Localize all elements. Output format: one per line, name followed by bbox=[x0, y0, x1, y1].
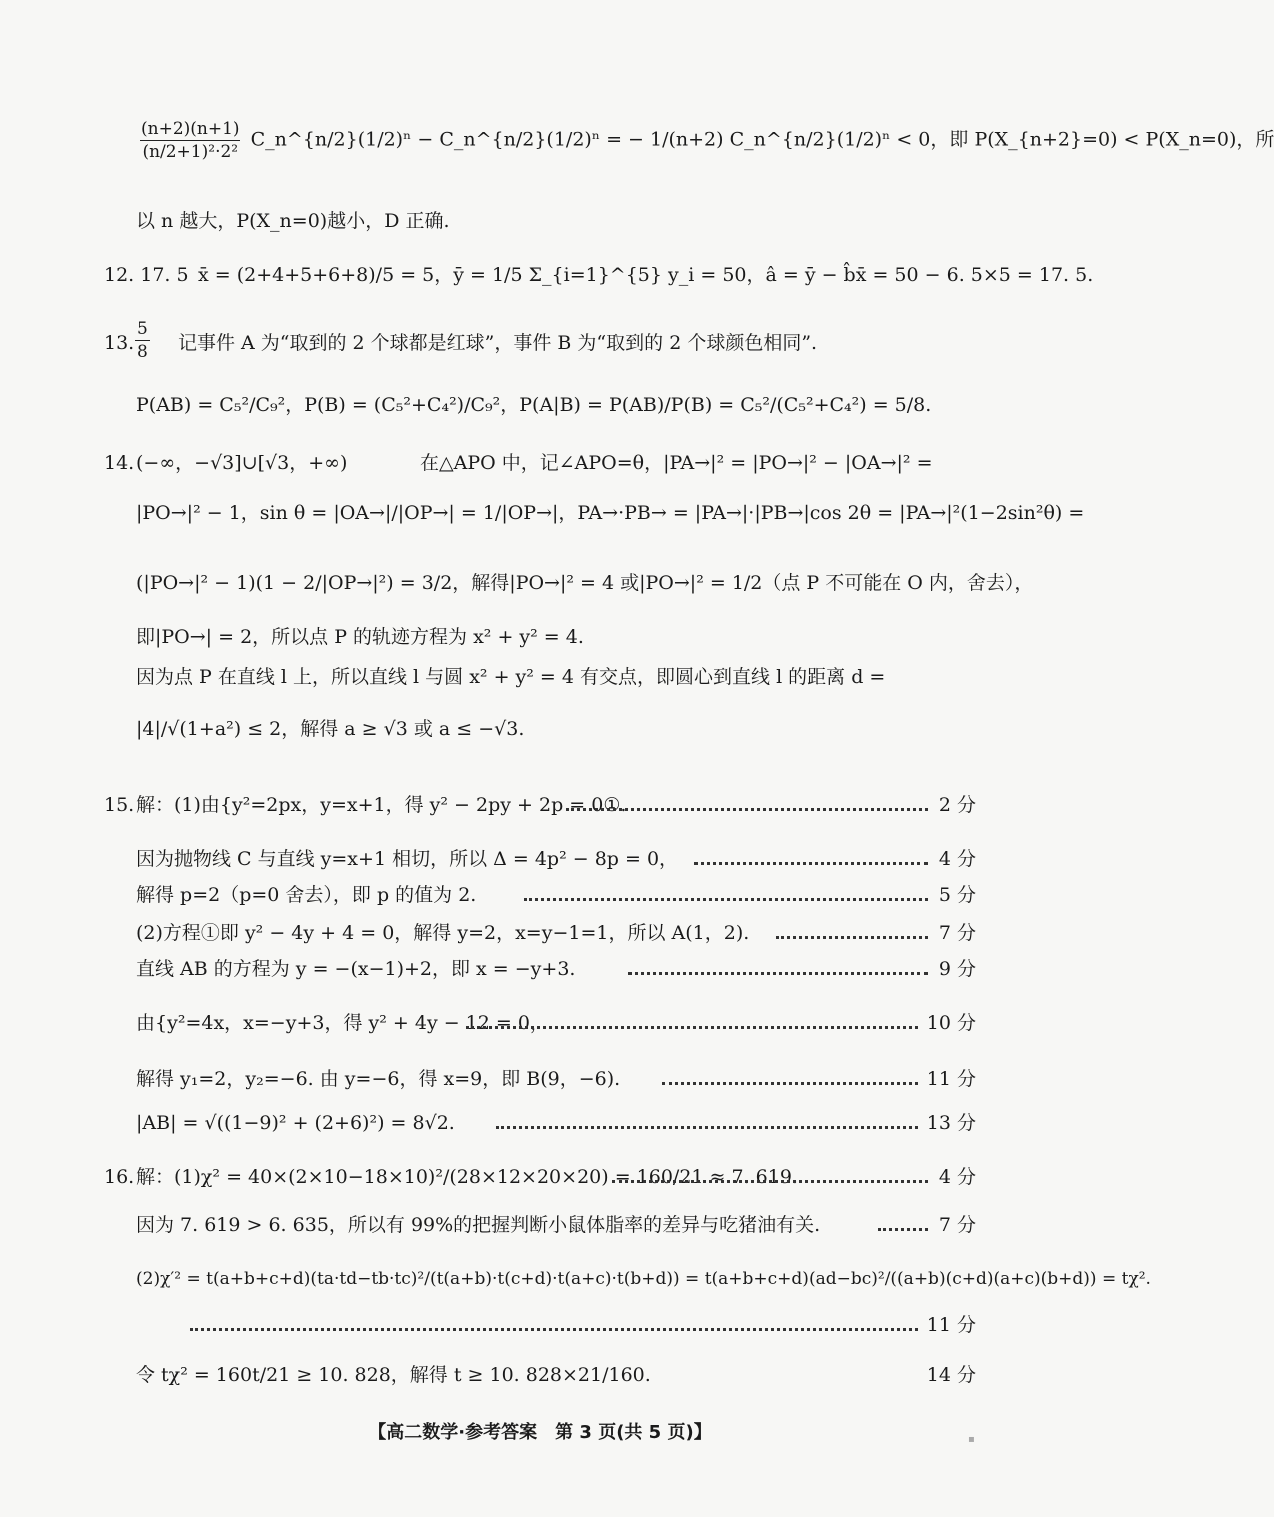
corner-mark: ▪ bbox=[968, 1434, 975, 1445]
q13-answer-den: 8 bbox=[137, 342, 148, 362]
q11-line1 bbox=[136, 118, 1274, 163]
q13-answer-fraction bbox=[135, 318, 150, 363]
q15-row-3: 解得 p=2（p=0 舍去），即 p 的值为 2. bbox=[136, 884, 477, 906]
q14-line3: (|PO→|² − 1)(1 − 2/|OP→|²) = 3/2，解得|PO→|² = 4 或|PO→|² = 1/2（点 P 不可能在 O 内，舍去）， bbox=[136, 572, 1034, 594]
q11-fraction-den: (n/2+1)²·2² bbox=[142, 142, 239, 162]
q13-answer bbox=[132, 318, 153, 363]
score-label: 11 分 bbox=[926, 1314, 976, 1336]
q14-answer: (−∞，−√3]∪[√3，+∞) bbox=[136, 452, 348, 474]
score-label: 7 分 bbox=[938, 1214, 976, 1236]
score-label: 13 分 bbox=[926, 1112, 976, 1134]
q15-row-5: 直线 AB 的方程为 y = −(x−1)+2，即 x = −y+3. bbox=[136, 958, 576, 980]
q11-fraction bbox=[139, 118, 242, 163]
leader-dots bbox=[612, 1180, 928, 1183]
q13-number: 13. bbox=[104, 332, 135, 354]
score-label: 10 分 bbox=[926, 1012, 976, 1034]
leader-dots bbox=[694, 862, 928, 865]
q11-fraction-num: (n+2)(n+1) bbox=[141, 119, 240, 139]
q15-row-4: (2)方程①即 y² − 4y + 4 = 0，解得 y=2，x=y−1=1，所以 A(1，2). bbox=[136, 922, 750, 944]
q13-line1: 记事件 A 为“取到的 2 个球都是红球”，事件 B 为“取到的 2 个球颜色相同”. bbox=[178, 332, 818, 354]
q16-row-2: 因为 7. 619 > 6. 635，所以有 99%的把握判断小鼠体脂率的差异与吃猪油有关. bbox=[136, 1214, 821, 1236]
q14-line1: 在△APO 中，记∠APO=θ，|PA→|² = |PO→|² − |OA→|² = bbox=[420, 452, 933, 474]
q16-row-3: (2)χ′² = t(a+b+c+d)(ta·td−tb·tc)²/(t(a+b)·t(c+d)·t(a+c)·t(b+d)) = t(a+b+c+d)(ad−bc)²/((a+b)(c+d)(a+c)(b+d)) = tχ². bbox=[136, 1269, 1151, 1289]
score-label: 4 分 bbox=[938, 1166, 976, 1188]
q15-number: 15. bbox=[104, 794, 135, 816]
q15-row-1: 解：(1)由{y²=2px，y=x+1，得 y² − 2py + 2p = 0①. bbox=[136, 794, 627, 816]
score-label: 9 分 bbox=[938, 958, 976, 980]
score-label: 4 分 bbox=[938, 848, 976, 870]
leader-dots bbox=[190, 1328, 918, 1331]
q15-row-7: 解得 y₁=2，y₂=−6. 由 y=−6，得 x=9，即 B(9，−6). bbox=[136, 1068, 621, 1090]
q14-line5: 因为点 P 在直线 l 上，所以直线 l 与圆 x² + y² = 4 有交点，即圆心到直线 l 的距离 d = bbox=[136, 666, 886, 688]
q15-row-6: 由{y²=4x，x=−y+3，得 y² + 4y − 12 = 0， bbox=[136, 1012, 549, 1034]
q14-line6: |4|/√(1+a²) ≤ 2，解得 a ≥ √3 或 a ≤ −√3. bbox=[136, 718, 525, 740]
q13-line2: P(AB) = C₅²/C₉²，P(B) = (C₅²+C₄²)/C₉²，P(A|B) = P(AB)/P(B) = C₅²/(C₅²+C₄²) = 5/8. bbox=[136, 394, 932, 416]
q16-row-1: 解：(1)χ² = 40×(2×10−18×10)²/(28×12×20×20) = 160/21 ≈ 7. 619. bbox=[136, 1166, 798, 1188]
leader-dots bbox=[776, 936, 928, 939]
score-label: 7 分 bbox=[938, 922, 976, 944]
q15-row-8: |AB| = √((1−9)² + (2+6)²) = 8√2. bbox=[136, 1112, 455, 1134]
q12-number: 12. 17. 5 bbox=[104, 264, 189, 286]
q15-row-2: 因为抛物线 C 与直线 y=x+1 相切，所以 Δ = 4p² − 8p = 0， bbox=[136, 848, 679, 870]
q16-number: 16. bbox=[104, 1166, 135, 1188]
q11-line1-rest: C_n^{n/2}(1/2)ⁿ − C_n^{n/2}(1/2)ⁿ = − 1/(n+2) C_n^{n/2}(1/2)ⁿ < 0，即 P(X_{n+2}=0) < P(X_n=0)，所 bbox=[250, 128, 1274, 151]
leader-dots bbox=[662, 1082, 918, 1085]
leader-dots bbox=[566, 808, 928, 811]
page-footer: 【高二数学·参考答案 第 3 页(共 5 页)】 bbox=[368, 1422, 712, 1443]
q14-number: 14. bbox=[104, 452, 135, 474]
score-label: 2 分 bbox=[938, 794, 976, 816]
score-label: 11 分 bbox=[926, 1068, 976, 1090]
leader-dots bbox=[628, 972, 928, 975]
q14-line4: 即|PO→| = 2，所以点 P 的轨迹方程为 x² + y² = 4. bbox=[136, 626, 584, 648]
leader-dots bbox=[878, 1228, 928, 1231]
q13-answer-num: 5 bbox=[137, 319, 148, 339]
score-label: 5 分 bbox=[938, 884, 976, 906]
leader-dots bbox=[524, 898, 928, 901]
q11-line2: 以 n 越大，P(X_n=0)越小，D 正确. bbox=[136, 210, 450, 232]
leader-dots bbox=[466, 1026, 918, 1029]
q14-line2: |PO→|² − 1，sin θ = |OA→|/|OP→| = 1/|OP→|，PA→·PB→ = |PA→|·|PB→|cos 2θ = |PA→|²(1−2sin²θ) = bbox=[136, 502, 1085, 524]
leader-dots bbox=[496, 1126, 918, 1129]
score-label: 14 分 bbox=[926, 1364, 976, 1386]
q12-text: x̄ = (2+4+5+6+8)/5 = 5，ȳ = 1/5 Σ_{i=1}^{5} y_i = 50，â = ȳ − b̂x̄ = 50 − 6. 5×5 = 17. 5. bbox=[198, 264, 1094, 286]
q16-row-5: 令 tχ² = 160t/21 ≥ 10. 828，解得 t ≥ 10. 828×21/160. bbox=[136, 1364, 651, 1386]
